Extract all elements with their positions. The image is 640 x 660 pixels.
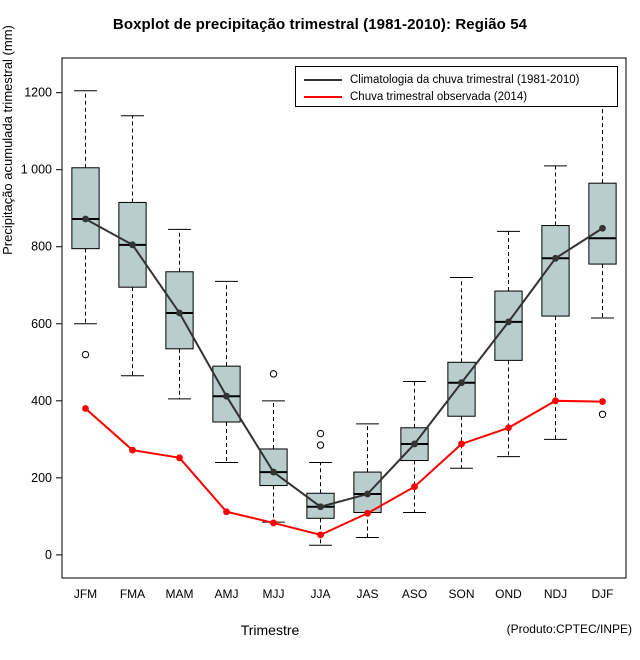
chart-title: Boxplot de precipitação trimestral (1981-2010): Região 54 bbox=[112, 16, 528, 33]
y-tick-label: 1 000 bbox=[20, 162, 52, 177]
legend-label-observed: Chuva trimestral observada (2014) bbox=[350, 91, 528, 103]
legend-label-climatology: Climatologia da chuva trimestral (1981-2010) bbox=[350, 74, 580, 86]
x-tick-label: OND bbox=[495, 587, 522, 601]
series-point bbox=[411, 441, 418, 448]
y-tick-label: 200 bbox=[31, 470, 52, 485]
series-point bbox=[317, 503, 324, 510]
x-tick-label: DJF bbox=[591, 587, 614, 601]
x-tick-label: JFM bbox=[73, 587, 98, 601]
boxplot-box bbox=[354, 424, 381, 538]
outlier-point bbox=[317, 430, 323, 436]
x-tick-label: FMA bbox=[119, 587, 146, 601]
chart-legend bbox=[295, 66, 618, 107]
boxplot-box bbox=[260, 371, 287, 522]
x-tick-label: AMJ bbox=[214, 587, 239, 601]
series-point bbox=[599, 225, 606, 232]
source-note: (Produto:CPTEC/INPE) bbox=[506, 622, 632, 636]
boxplot-box bbox=[213, 281, 240, 462]
series-point bbox=[129, 447, 136, 454]
series-point bbox=[129, 241, 136, 248]
legend-swatch-climatology bbox=[304, 79, 342, 81]
series-point bbox=[505, 318, 512, 325]
series-point bbox=[270, 520, 277, 527]
series-point bbox=[552, 397, 559, 404]
series-point bbox=[458, 379, 465, 386]
series-point bbox=[364, 510, 371, 517]
series-point bbox=[458, 441, 465, 448]
outlier-point bbox=[270, 371, 276, 377]
x-tick-label: NDJ bbox=[543, 587, 568, 601]
series-point bbox=[223, 393, 230, 400]
series-point bbox=[364, 491, 371, 498]
y-tick-label: 1200 bbox=[24, 85, 52, 100]
series-line bbox=[86, 401, 603, 535]
y-axis-label: Precipitação acumulada trimestral (mm) bbox=[0, 25, 15, 255]
legend-entry-observed bbox=[304, 89, 527, 105]
x-tick-label: MAM bbox=[165, 587, 194, 601]
x-tick-label: MJJ bbox=[262, 587, 285, 601]
series-point bbox=[82, 405, 89, 412]
series-point bbox=[599, 398, 606, 405]
x-tick-label: JAS bbox=[356, 587, 379, 601]
series-line bbox=[86, 219, 603, 507]
series-point bbox=[223, 508, 230, 515]
series-point bbox=[317, 531, 324, 538]
series-point bbox=[176, 454, 183, 461]
y-tick-label: 600 bbox=[31, 316, 52, 331]
series-point bbox=[176, 310, 183, 317]
boxplot-box bbox=[307, 430, 334, 545]
x-tick-label: JJA bbox=[310, 587, 331, 601]
y-tick-label: 0 bbox=[45, 547, 52, 562]
y-tick-label: 800 bbox=[31, 239, 52, 254]
legend-entry-climatology bbox=[304, 72, 579, 88]
y-tick-label: 400 bbox=[31, 393, 52, 408]
outlier-point bbox=[317, 442, 323, 448]
series-point bbox=[411, 483, 418, 490]
outlier-point bbox=[599, 411, 605, 417]
x-tick-label: SON bbox=[448, 587, 475, 601]
series-point bbox=[82, 216, 89, 223]
legend-swatch-observed bbox=[304, 96, 342, 98]
x-axis-label: Trimestre bbox=[240, 622, 300, 638]
x-tick-label: ASO bbox=[401, 587, 428, 601]
boxplot-box bbox=[589, 81, 616, 417]
series-point bbox=[505, 424, 512, 431]
series-point bbox=[552, 255, 559, 262]
outlier-point bbox=[82, 351, 88, 357]
series-point bbox=[270, 469, 277, 476]
